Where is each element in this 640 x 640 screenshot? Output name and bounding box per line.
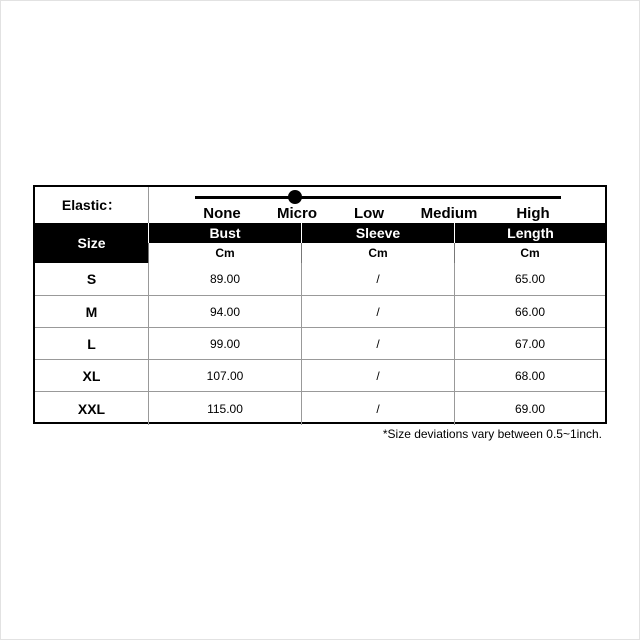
size-column-header: Size xyxy=(77,235,106,251)
sleeve-cell: / xyxy=(301,296,454,328)
size-cell: XL xyxy=(82,368,101,384)
bust-cell: 94.00 xyxy=(148,296,301,328)
elastic-level-none: None xyxy=(203,205,241,222)
length-cell: 69.00 xyxy=(454,392,605,425)
bust-cell: 89.00 xyxy=(148,263,301,295)
length-cell: 65.00 xyxy=(454,263,605,295)
length-column-header: Length xyxy=(454,223,606,243)
size-chart xyxy=(33,185,607,424)
bust-column-header: Bust xyxy=(148,223,301,243)
elastic-indicator-dot xyxy=(288,190,302,204)
sleeve-cell: / xyxy=(301,263,454,295)
bust-cell: 115.00 xyxy=(148,392,301,425)
size-cell: M xyxy=(85,304,98,320)
size-cell: L xyxy=(87,336,96,352)
size-deviation-note: *Size deviations vary between 0.5~1inch. xyxy=(382,427,602,441)
length-cell: 66.00 xyxy=(454,296,605,328)
table-row xyxy=(35,263,605,295)
table-row xyxy=(35,295,605,327)
bust-cell: 107.00 xyxy=(148,360,301,392)
elastic-row xyxy=(35,187,605,223)
bust-unit: Cm xyxy=(148,243,301,263)
sleeve-cell: / xyxy=(301,392,454,425)
sleeve-unit: Cm xyxy=(301,243,454,263)
table-row xyxy=(35,359,605,391)
table-body xyxy=(35,263,605,424)
elastic-scale-line xyxy=(195,196,561,199)
elastic-level-medium: Medium xyxy=(420,205,478,222)
elastic-level-micro: Micro xyxy=(276,205,318,222)
bust-cell: 99.00 xyxy=(148,328,301,360)
table-row xyxy=(35,391,605,424)
size-cell: S xyxy=(86,271,97,287)
table-row xyxy=(35,327,605,359)
elastic-level-high: High xyxy=(516,205,550,222)
size-cell: XXL xyxy=(77,400,106,417)
length-unit: Cm xyxy=(454,243,605,263)
table-header xyxy=(35,223,605,263)
elastic-level-low: Low xyxy=(354,205,384,222)
elastic-label: Elastic： xyxy=(35,187,149,223)
sleeve-cell: / xyxy=(301,360,454,392)
length-cell: 68.00 xyxy=(454,360,605,392)
sleeve-cell: / xyxy=(301,328,454,360)
length-cell: 67.00 xyxy=(454,328,605,360)
sleeve-column-header: Sleeve xyxy=(301,223,454,243)
